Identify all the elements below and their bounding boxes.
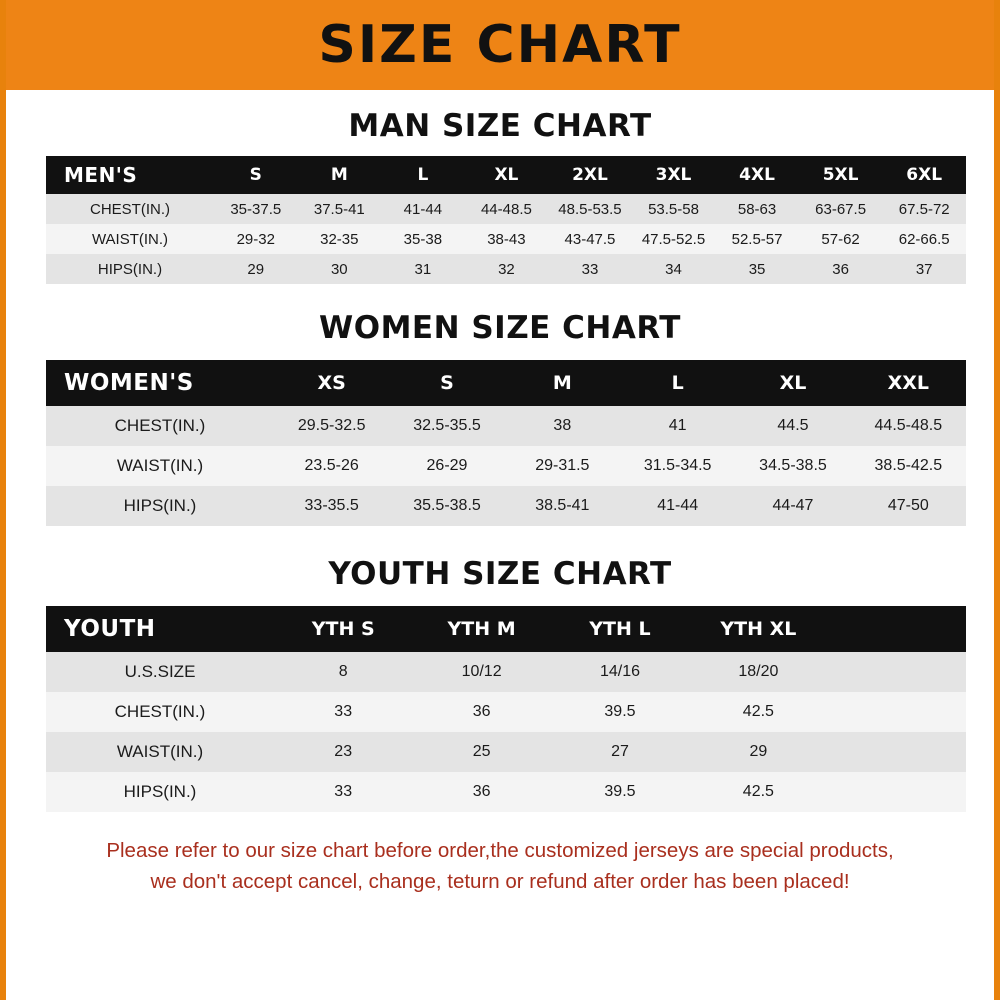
table-cell: 38.5-41: [535, 497, 590, 514]
table-cell: 31.5-34.5: [643, 457, 712, 474]
column-header: YTH L: [589, 618, 651, 640]
table-cell: 41: [668, 417, 687, 434]
column-header: YTH M: [447, 618, 516, 640]
table-cell: 52.5-57: [731, 230, 783, 248]
footer-note-line-2: we don't accept cancel, change, teturn or refund after order has been placed!: [150, 869, 850, 893]
table-cell: 44-47: [772, 497, 814, 514]
column-header: 4XL: [739, 165, 775, 185]
table-cell: 33-35.5: [304, 497, 359, 514]
column-header: 3XL: [655, 165, 692, 185]
table-cell: 29-32: [236, 230, 275, 248]
column-header-spacer: [828, 606, 966, 652]
table-header-man: [46, 156, 966, 194]
table-cell: 36: [472, 783, 491, 800]
table-cell: 47-50: [887, 497, 929, 514]
page-banner: [6, 0, 994, 90]
table-cell: 48.5-53.5: [558, 200, 622, 218]
table-cell: 47.5-52.5: [641, 230, 706, 248]
table-cell: 33: [334, 703, 353, 720]
table-header-youth: [46, 606, 966, 652]
table-cell: 44-48.5: [480, 200, 532, 218]
table-cell: 39.5: [604, 703, 636, 720]
table-cell: 32-35: [320, 230, 359, 248]
section-women-size-chart: [6, 310, 994, 526]
table-cell: 26-29: [426, 457, 468, 474]
table-cell: 36: [832, 260, 849, 278]
table-cell: 36: [472, 703, 491, 720]
table-cell: 34: [665, 260, 682, 278]
table-cell: 29.5-32.5: [297, 417, 366, 434]
table-cell: 35-38: [403, 230, 443, 248]
table-cell: 35-37.5: [230, 200, 282, 218]
table-man-size-chart: [46, 156, 966, 284]
table-cell: 10/12: [461, 663, 502, 680]
table-cell: 41-44: [657, 497, 699, 514]
table-cell: 39.5: [604, 783, 636, 800]
table-row: [46, 692, 966, 732]
table-body-women: [46, 406, 966, 526]
table-cell: 34.5-38.5: [759, 457, 827, 474]
table-cell: 25: [472, 743, 491, 760]
column-header: S: [249, 165, 262, 185]
column-header: YTH S: [311, 618, 375, 640]
row-label: HIPS(IN.): [123, 782, 197, 801]
table-cell: 29: [749, 743, 768, 760]
table-women-size-chart: [46, 360, 966, 526]
table-cell: 14/16: [599, 663, 640, 680]
section-title-women: WOMEN SIZE CHART: [319, 310, 681, 346]
table-cell-spacer: [828, 732, 966, 772]
table-row: [46, 446, 966, 486]
column-header: XXL: [887, 372, 930, 394]
row-label: WAIST(IN.): [116, 456, 204, 475]
row-label: HIPS(IN.): [123, 496, 197, 515]
row-label: CHEST(IN.): [114, 416, 206, 435]
column-header: YTH XL: [720, 618, 797, 640]
table-cell: 8: [338, 663, 348, 680]
row-label: U.S.SIZE: [124, 662, 196, 681]
table-row: [46, 194, 966, 224]
column-header-label: YOUTH: [64, 616, 156, 642]
table-cell: 31: [414, 260, 432, 278]
table-cell-spacer: [828, 772, 966, 812]
table-cell: 38: [553, 417, 572, 434]
column-header: 2XL: [572, 165, 608, 185]
table-cell: 35: [748, 260, 766, 278]
table-cell: 33: [581, 260, 599, 278]
section-title-youth: YOUTH SIZE CHART: [328, 556, 672, 592]
table-youth-size-chart: [46, 606, 966, 812]
table-row: [46, 406, 966, 446]
column-header: S: [440, 372, 454, 394]
table-cell: 42.5: [742, 703, 774, 720]
row-label: CHEST(IN.): [90, 200, 170, 218]
table-cell: 23.5-26: [304, 457, 359, 474]
column-header-label: WOMEN'S: [64, 370, 194, 396]
footer-note-line-1: Please refer to our size chart before order,the customized jerseys are special products,: [106, 839, 894, 862]
table-body-man: [46, 194, 966, 284]
table-cell: 32.5-35.5: [413, 417, 481, 434]
row-label: CHEST(IN.): [114, 702, 206, 721]
section-man-size-chart: [6, 108, 994, 284]
table-cell: 18/20: [738, 663, 779, 680]
column-header: XS: [317, 372, 346, 394]
table-body-youth: [46, 652, 966, 812]
table-cell: 37: [915, 260, 933, 278]
table-cell-spacer: [828, 652, 966, 692]
table-cell: 32: [498, 260, 515, 278]
table-cell: 30: [330, 260, 348, 278]
table-cell: 38-43: [487, 230, 526, 248]
table-cell: 41-44: [403, 200, 443, 218]
table-header-row: [46, 360, 966, 406]
table-cell: 29: [247, 260, 265, 278]
table-cell-spacer: [828, 692, 966, 732]
section-youth-size-chart: [6, 556, 994, 812]
column-header: 6XL: [906, 165, 943, 185]
table-header-row: [46, 156, 966, 194]
table-row: [46, 772, 966, 812]
table-cell: 33: [334, 783, 353, 800]
row-label: WAIST(IN.): [91, 230, 169, 248]
table-cell: 42.5: [742, 783, 774, 800]
table-cell: 58-63: [737, 200, 777, 218]
table-cell: 43-47.5: [564, 230, 616, 248]
row-label: HIPS(IN.): [97, 260, 163, 278]
column-header: L: [417, 165, 429, 185]
table-cell: 37.5-41: [313, 200, 365, 218]
column-header: L: [671, 372, 684, 394]
column-header: M: [552, 372, 572, 394]
table-cell: 53.5-58: [648, 200, 699, 218]
table-cell: 35.5-38.5: [413, 497, 481, 514]
table-cell: 44.5: [777, 417, 809, 434]
table-cell: 67.5-72: [898, 200, 950, 218]
table-row: [46, 732, 966, 772]
table-header-women: [46, 360, 966, 406]
table-cell: 23: [334, 743, 353, 760]
section-title-man: MAN SIZE CHART: [348, 108, 652, 144]
column-header: M: [330, 165, 348, 185]
table-row: [46, 486, 966, 526]
column-header: XL: [779, 372, 807, 394]
table-row: [46, 254, 966, 284]
table-cell: 29-31.5: [535, 457, 590, 474]
table-cell: 62-66.5: [898, 230, 950, 248]
table-cell: 57-62: [821, 230, 860, 248]
column-header-label: MEN'S: [64, 163, 138, 187]
footer-note: [30, 836, 970, 898]
table-cell: 44.5-48.5: [874, 417, 943, 434]
page-title: SIZE CHART: [318, 15, 682, 75]
table-cell: 63-67.5: [815, 200, 867, 218]
table-cell: 38.5-42.5: [874, 457, 943, 474]
row-label: WAIST(IN.): [116, 742, 204, 761]
table-row: [46, 652, 966, 692]
table-header-row: [46, 606, 966, 652]
column-header: 5XL: [822, 165, 859, 185]
table-cell: 27: [611, 743, 629, 760]
column-header: XL: [494, 165, 519, 185]
table-row: [46, 224, 966, 254]
